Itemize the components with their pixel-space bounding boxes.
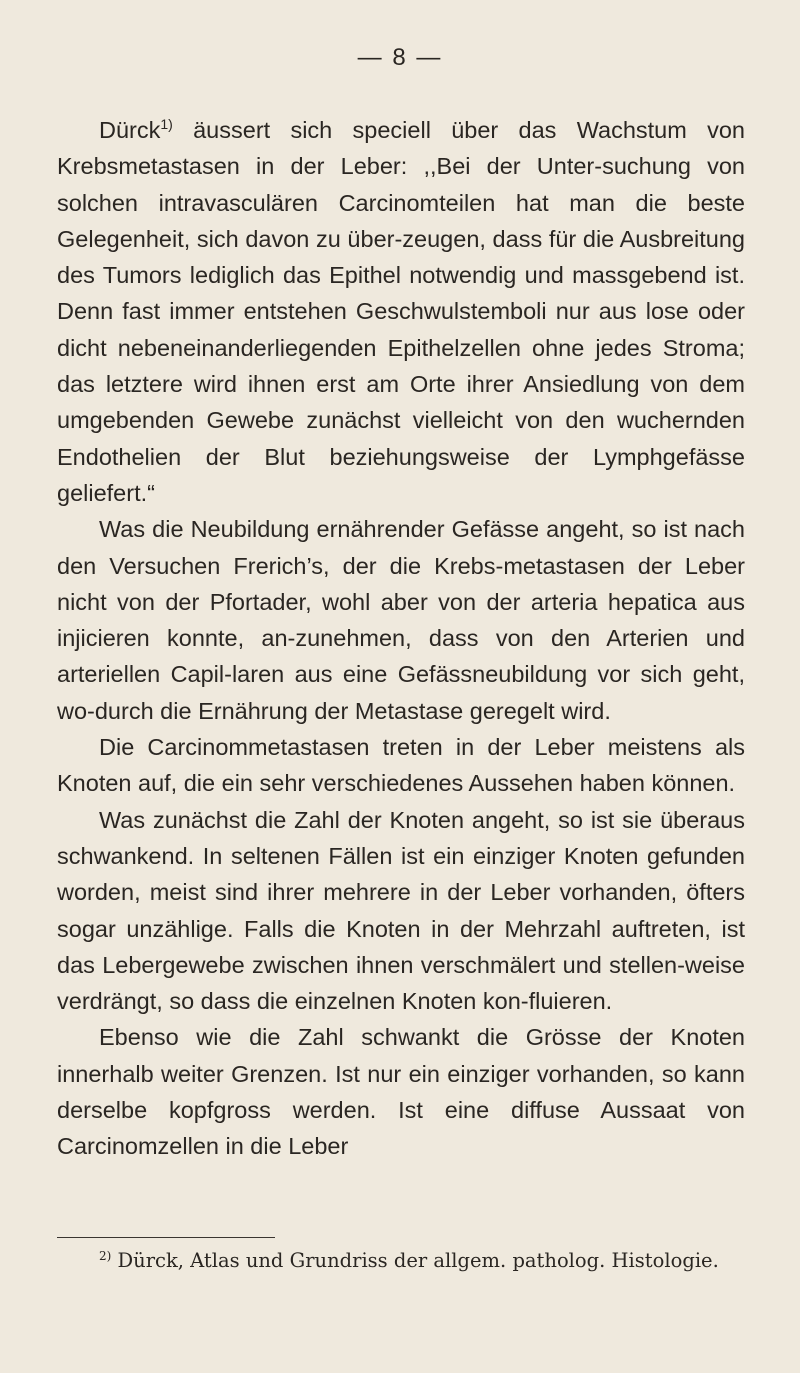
page-number: — 8 — xyxy=(357,44,443,71)
footnote-reference: 1) xyxy=(160,116,173,132)
paragraph-1-text: äussert sich speciell über das Wachstum von Krebsmetastasen in der Leber: ,,Bei der Unter-suchung von solchen intravasculären Carcinomteilen hat man die beste Gelegenheit, sich davon zu über-zeugen, dass für die Ausbreitung des Tumors lediglich das Epithel notwendig und massgebend ist. Denn fast immer entstehen Geschwulstemboli nur aus lose oder dicht nebeneinanderliegenden Epithelzellen ohne jedes Stroma; das letztere wird ihnen erst am Orte ihrer Ansiedlung von dem umgebenden Gewebe zunächst vielleicht von den wuchernden Endothelien der Blut beziehungsweise der Lymphgefässe geliefert.“ xyxy=(57,117,745,506)
main-text xyxy=(57,112,745,1165)
paragraph-2: Was die Neubildung ernährender Gefässe angeht, so ist nach den Versuchen Frerich’s, der die Krebs-metastasen der Leber nicht von der Pfortader, wohl aber von der arteria hepatica aus injicieren konnte, an-zunehmen, dass von den Arterien und arteriellen Capil-laren aus eine Gefässneubildung vor sich geht, wo-durch die Ernährung der Metastase geregelt wird. xyxy=(57,516,745,724)
footnote-text: Dürck, Atlas und Grundriss der allgem. patholog. Histologie. xyxy=(111,1249,719,1272)
paragraph-1-start: Dürck xyxy=(99,117,161,143)
paragraph-3: Die Carcinommetastasen treten in der Leber meistens als Knoten auf, die ein sehr verschiedenes Aussehen haben können. xyxy=(57,734,745,797)
paragraph-1 xyxy=(57,112,745,511)
footnote xyxy=(57,1245,757,1277)
paragraph-5: Ebenso wie die Zahl schwankt die Grösse der Knoten innerhalb weiter Grenzen. Ist nur ein einziger vorhanden, so kann derselbe kopfgross werden. Ist eine diffuse Aussaat von Carcinomzellen in die Leber xyxy=(57,1024,745,1160)
footnote-mark: 2) xyxy=(99,1249,112,1263)
footnote-mark-wrap xyxy=(99,1245,111,1277)
footnote-divider xyxy=(57,1237,275,1238)
paragraph-4: Was zunächst die Zahl der Knoten angeht, so ist sie überaus schwankend. In seltenen Fällen ist ein einziger Knoten gefunden worden, meist sind ihrer mehrere in der Leber vorhanden, öfters sogar unzählige. Falls die Knoten in der Mehrzahl auftreten, ist das Lebergewebe zwischen ihnen verschmälert und stellen-weise verdrängt, so dass die einzelnen Knoten kon-fluieren. xyxy=(57,806,745,1015)
